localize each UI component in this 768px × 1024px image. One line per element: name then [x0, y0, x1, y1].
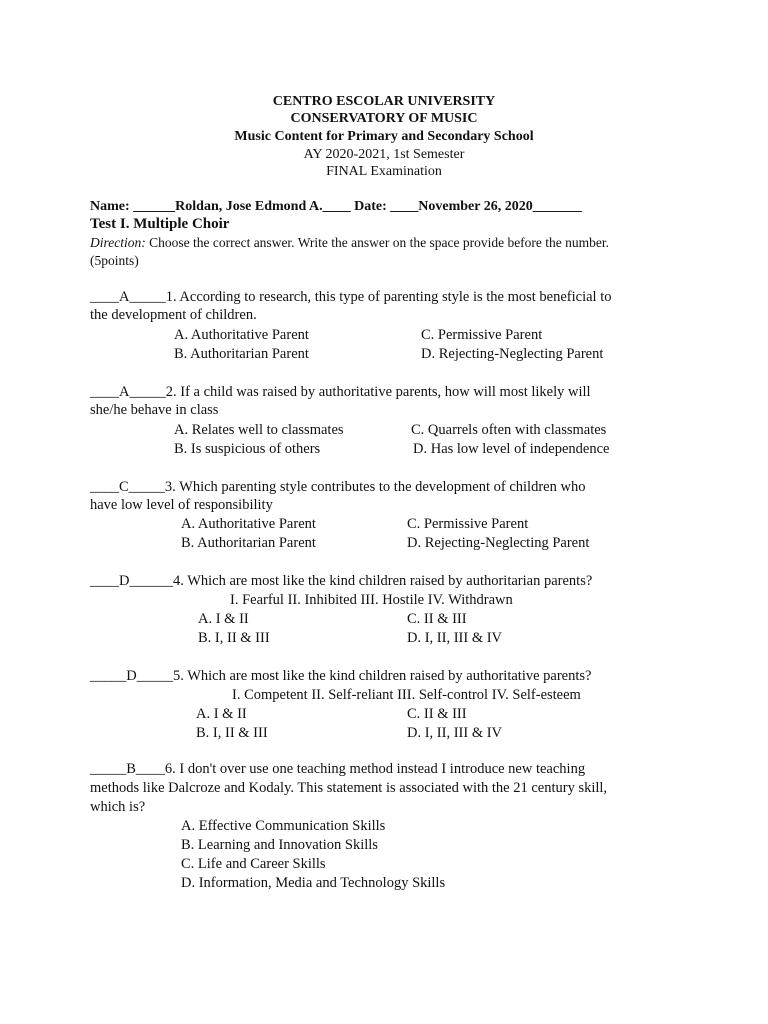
question-5-text: 5. Which are most like the kind children raised by authoritative parents? — [172, 668, 592, 684]
question-2-text: 2. If a child was raised by authoritative parents, how will most likely will — [165, 384, 591, 400]
option-4c: C. II & III — [407, 611, 467, 627]
question-5 — [90, 668, 591, 685]
question-2 — [90, 384, 591, 401]
option-6b: B. Learning and Innovation Skills — [181, 837, 378, 853]
name-value: ______Roldan, Jose Edmond A.____ — [133, 199, 351, 214]
term-label: AY 2020-2021, 1st Semester — [303, 147, 465, 162]
question-6-text: 6. I don't over use one teaching method instead I introduce new teaching — [164, 761, 586, 777]
question-4 — [90, 573, 592, 590]
answer-blank-1: ____A_____ — [90, 289, 166, 305]
exam-label: FINAL Examination — [326, 164, 442, 179]
question-5-statements: I. Competent II. Self-reliant III. Self-control IV. Self-esteem — [232, 687, 581, 703]
question-1 — [90, 289, 612, 306]
question-6-text-cont: methods like Dalcroze and Kodaly. This statement is associated with the 21 century skill, — [90, 780, 608, 796]
question-3-text: 3. Which parenting style contributes to the development of children who — [164, 479, 586, 495]
option-2b: B. Is suspicious of others — [174, 441, 321, 457]
answer-blank-5: _____D_____ — [90, 668, 173, 684]
option-1d: D. Rejecting-Neglecting Parent — [421, 346, 604, 362]
course-title: Music Content for Primary and Secondary School — [234, 129, 534, 144]
points-label: (5points) — [90, 253, 139, 268]
direction — [90, 235, 609, 251]
answer-blank-6: _____B____ — [90, 761, 165, 777]
answer-blank-4: ____D______ — [90, 573, 173, 589]
option-1c: C. Permissive Parent — [421, 327, 543, 343]
direction-label: Direction: — [90, 235, 146, 250]
question-6-text-cont-2: which is? — [90, 799, 146, 815]
question-3-text-cont: have low level of responsibility — [90, 497, 273, 513]
answer-blank-3: ____C_____ — [90, 479, 165, 495]
question-6 — [90, 761, 585, 778]
option-3a: A. Authoritative Parent — [181, 516, 316, 532]
direction-text: Choose the correct answer. Write the answer on the space provide before the number. — [149, 235, 610, 250]
question-1-text: 1. According to research, this type of parenting style is the most beneficial to — [165, 289, 612, 305]
conservatory-title: CONSERVATORY OF MUSIC — [290, 111, 478, 126]
option-6c: C. Life and Career Skills — [181, 856, 326, 872]
question-4-text: 4. Which are most like the kind children raised by authoritarian parents? — [172, 573, 593, 589]
option-6a: A. Effective Communication Skills — [181, 818, 386, 834]
question-2-text-cont: she/he behave in class — [90, 402, 219, 418]
option-1a: A. Authoritative Parent — [174, 327, 309, 343]
question-3 — [90, 479, 585, 496]
option-2c: C. Quarrels often with classmates — [411, 422, 607, 438]
option-3d: D. Rejecting-Neglecting Parent — [407, 535, 590, 551]
test-title: Test I. Multiple Choir — [90, 216, 230, 232]
option-3c: C. Permissive Parent — [407, 516, 529, 532]
date-value: ____November 26, 2020_______ — [390, 199, 582, 214]
option-4b: B. I, II & III — [198, 630, 270, 646]
option-5c: C. II & III — [407, 706, 467, 722]
option-5d: D. I, II, III & IV — [407, 725, 503, 741]
question-4-statements: I. Fearful II. Inhibited III. Hostile IV. Withdrawn — [230, 592, 513, 608]
name-label: Name: — [90, 199, 130, 214]
name-date-line — [90, 199, 582, 215]
option-2a: A. Relates well to classmates — [174, 422, 344, 438]
option-1b: B. Authoritarian Parent — [174, 346, 309, 362]
option-3b: B. Authoritarian Parent — [181, 535, 316, 551]
date-label: Date: — [354, 199, 387, 214]
option-4a: A. I & II — [198, 611, 249, 627]
university-title: CENTRO ESCOLAR UNIVERSITY — [272, 94, 496, 109]
option-6d: D. Information, Media and Technology Skills — [181, 875, 446, 891]
option-2d: D. Has low level of independence — [413, 441, 610, 457]
option-4d: D. I, II, III & IV — [407, 630, 503, 646]
answer-blank-2: ____A_____ — [90, 384, 166, 400]
question-1-text-cont: the development of children. — [90, 307, 257, 323]
option-5a: A. I & II — [196, 706, 247, 722]
option-5b: B. I, II & III — [196, 725, 268, 741]
